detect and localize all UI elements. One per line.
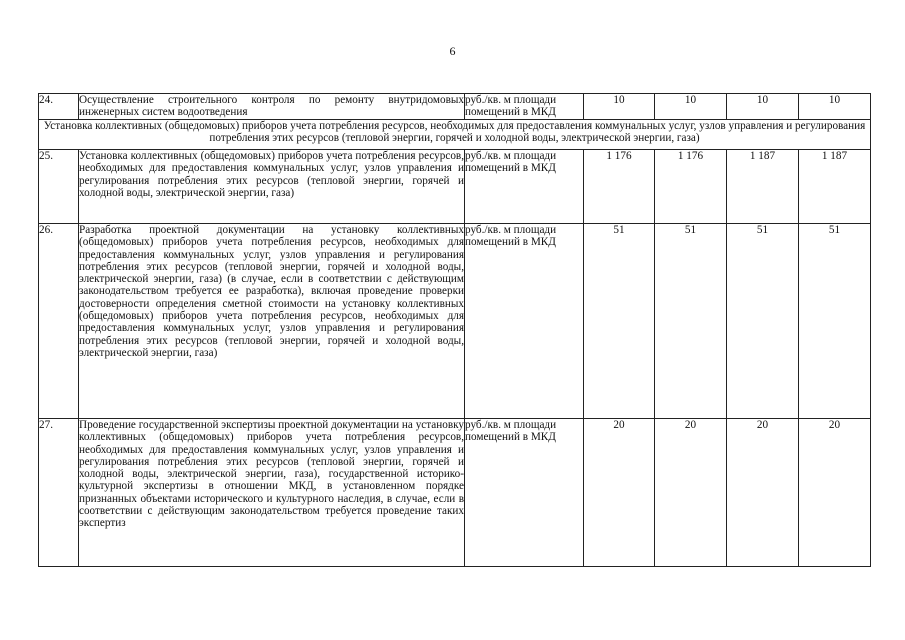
row-value: 51	[584, 224, 655, 419]
row-value: 20	[584, 419, 655, 567]
row-number: 26.	[39, 224, 79, 419]
unit-line: помещений в МКД	[465, 236, 556, 249]
row-number: 24.	[39, 94, 79, 120]
unit-line: помещений в МКД	[465, 162, 556, 175]
table-row	[39, 419, 871, 567]
row-value: 1 187	[727, 150, 799, 224]
row-value: 51	[727, 224, 799, 419]
row-value: 10	[584, 94, 655, 120]
row-value: 10	[799, 94, 871, 120]
row-description: Проведение государственной экспертизы проектной документации на установку коллективных (общедомовых) приборов учета потребления ресурсов, необходимых для предоставления коммунальных услуг, узлов управления и регулирования потребления этих ресурсов (тепловой энергии, горячей и холодной воды, электрической энергии, газа), государственной историко-культурной экспертизы в отношении МКД, в установленном порядке признанных объектами исторического и культурного наследия, в случае, если в соответствии с действующим законодательством требуется проведение таких экспертиз	[79, 419, 465, 567]
row-description: Разработка проектной документации на установку коллективных (общедомовых) приборов учета потребления ресурсов, необходимых для предоставления коммунальных услуг, узлов управления и регулирования потребления этих ресурсов (тепловой энергии, горячей и холодной воды, электрической энергии, газа) (в случае, если в соответствии с действующим законодательством требуется ее разработка), включая проведение проверки достоверности определения сметной стоимости на установку коллективных (общедомовых) приборов учета потребления ресурсов, необходимых для предоставления коммунальных услуг, узлов управления и регулирования потребления этих ресурсов (тепловой энергии, горячей и холодной воды, электрической энергии, газа)	[79, 224, 465, 419]
row-number: 25.	[39, 150, 79, 224]
unit-line: помещений в МКД	[465, 431, 556, 444]
row-value: 1 176	[655, 150, 727, 224]
row-unit	[465, 419, 584, 567]
row-unit	[465, 150, 584, 224]
row-value: 51	[799, 224, 871, 419]
table-row	[39, 94, 871, 120]
row-value: 20	[727, 419, 799, 567]
table-row	[39, 150, 871, 224]
unit-line: руб./кв. м площади	[465, 419, 557, 431]
section-header-row	[39, 120, 871, 150]
row-value: 10	[655, 94, 727, 120]
page-number: 6	[449, 44, 456, 58]
unit-line: руб./кв. м площади	[465, 150, 557, 162]
row-value: 51	[655, 224, 727, 419]
section-header: Установка коллективных (общедомовых) приборов учета потребления ресурсов, необходимых для предоставления коммунальных услуг, узлов управления и регулирования потребления этих ресурсов (тепловой энергии, горячей и холодной воды, электрической энергии, газа)	[39, 120, 871, 150]
row-unit	[465, 224, 584, 419]
row-description: Установка коллективных (общедомовых) приборов учета потребления ресурсов, необходимых для предоставления коммунальных услуг, узлов управления и регулирования потребления этих ресурсов (тепловой энергии, горячей и холодной воды, электрической энергии, газа)	[79, 150, 465, 224]
row-value: 1 176	[584, 150, 655, 224]
tariff-table	[38, 93, 871, 567]
row-number: 27.	[39, 419, 79, 567]
row-description: Осуществление строительного контроля по ремонту внутридомовых инженерных систем водоотведения	[79, 94, 464, 119]
row-unit	[465, 94, 584, 120]
row-value: 20	[799, 419, 871, 567]
row-value: 1 187	[799, 150, 871, 224]
row-value: 20	[655, 419, 727, 567]
unit-line: руб./кв. м площади	[465, 94, 557, 106]
unit-line: помещений в МКД	[465, 106, 556, 119]
unit-line: руб./кв. м площади	[465, 224, 557, 236]
row-value: 10	[727, 94, 799, 120]
table-row	[39, 224, 871, 419]
